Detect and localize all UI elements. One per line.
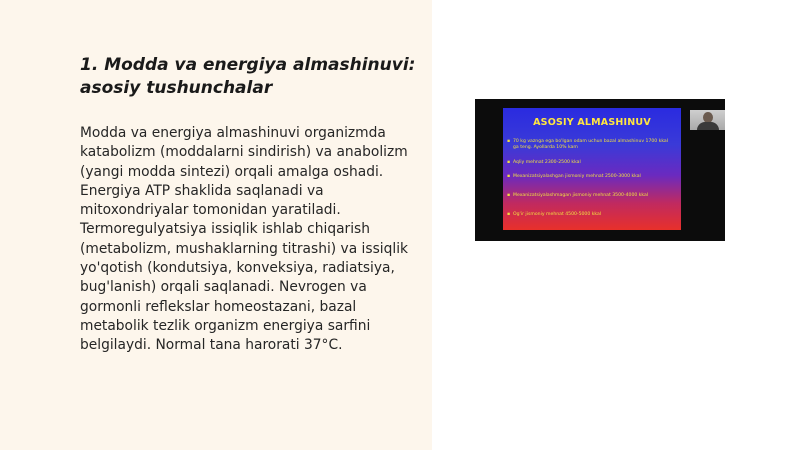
slide-title: 1. Modda va energiya almashinuvi: asosiy tushunchalar: [80, 55, 416, 98]
presenter-webcam-icon: [690, 110, 725, 130]
embedded-slide-image: [475, 99, 725, 241]
embedded-slide-bullet: ▪ Aqliy mehnat 2300-2500 kkal: [513, 160, 673, 166]
embedded-slide-bullet: ▪ 70 kg vaznga ega bo'lgan odam uchun bazal almashinuv 1700 kkal ga teng. Ayollarda 10% kam: [513, 139, 673, 151]
embedded-slide-bullet: ▪ Mexanizatsiyalashmagan jismoniy mehnat 3500-4000 kkal: [513, 193, 673, 199]
presenter-body: [697, 122, 719, 130]
embedded-slide-bullet: ▪ Mexanizatsiyalashgan jismoniy mehnat 2500-3000 kkal: [513, 174, 673, 180]
embedded-slide-bullet: ▪ Og'ir jismoniy mehnat 4500-5000 kkal: [513, 212, 673, 218]
slide-body-text: Modda va energiya almashinuvi organizmda katabolizm (moddalarni sindirish) va anabolizm (yangi modda sintezi) orqali amalga oshadi. Energiya ATP shaklida saqlanadi va mitoxondriyalar tomonidan yaratiladi. Termoregulyatsiya issiqlik ishlab chiqarish (metabolizm, mushaklarning titrashi) va issiqlik yo'qotish (kondutsiya, konveksiya, radiatsiya, bug'lanish) orqali saqlanadi. Nevrogen va gormonli reflekslar homeostazani, bazal metabolik tezlik organizm energiya sarfini belgilaydi. Normal tana harorati 37°C.: [80, 125, 409, 354]
embedded-slide-heading: ASOSIY ALMASHINUV: [533, 117, 651, 128]
embedded-slide-content: [503, 108, 681, 230]
